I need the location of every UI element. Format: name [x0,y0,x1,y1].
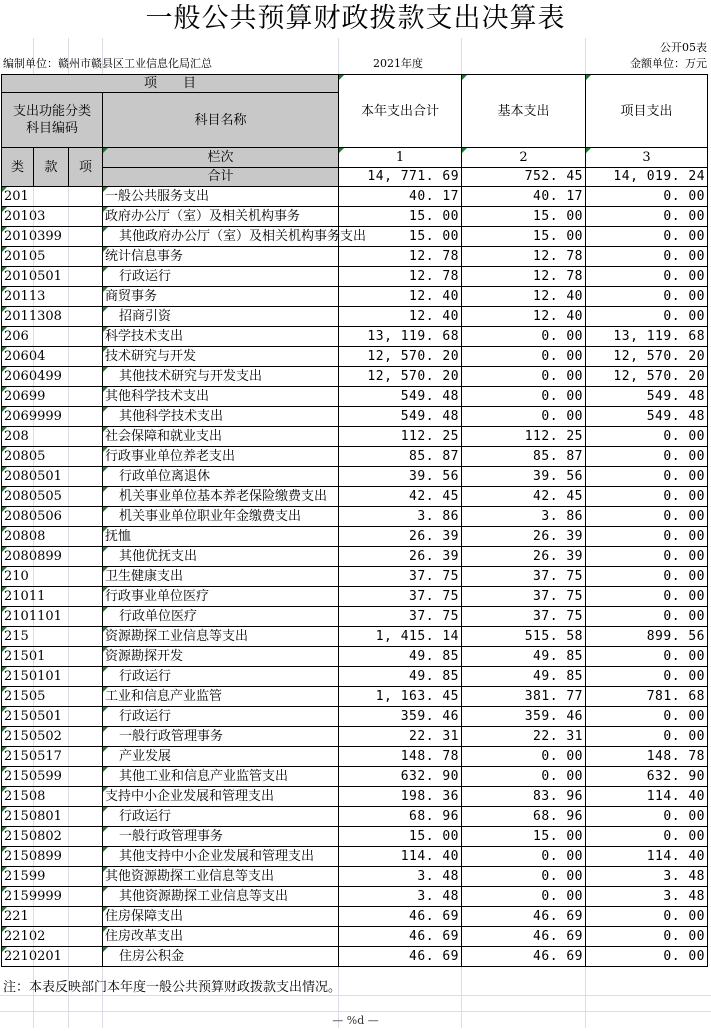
header-col-1: 1 [339,148,462,168]
table-row [2,607,708,627]
row-value-2: 85. 87 [462,447,586,467]
row-value-2: 3. 86 [462,507,586,527]
row-code: 2210201 [2,947,103,967]
table-row [2,667,708,687]
row-code: 2080501 [2,467,103,487]
row-value-3: 114. 40 [586,847,708,867]
table-row [2,787,708,807]
table-row [2,927,708,947]
row-value-3: 114. 40 [586,787,708,807]
table-row [2,527,708,547]
row-value-3: 0. 00 [586,827,708,847]
row-value-1: 26. 39 [339,527,462,547]
row-value-1: 632. 90 [339,767,462,787]
row-value-3: 0. 00 [586,927,708,947]
total-label: 合计 [103,167,339,187]
row-value-2: 39. 56 [462,467,586,487]
row-code: 21501 [2,647,103,667]
row-value-2: 22. 31 [462,727,586,747]
row-code: 21505 [2,687,103,707]
row-value-3: 0. 00 [586,487,708,507]
page-title: 一般公共预算财政拨款支出决算表 [145,3,566,34]
row-value-2: 12. 40 [462,287,586,307]
row-value-3: 549. 48 [586,387,708,407]
row-subject-name: 技术研究与开发 [103,347,339,367]
row-subject-name: 住房改革支出 [103,927,339,947]
table-row [2,487,708,507]
table-row [2,867,708,887]
row-value-3: 12, 570. 20 [586,347,708,367]
row-value-2: 0. 00 [462,367,586,387]
row-value-3: 0. 00 [586,267,708,287]
table-row [2,327,708,347]
row-value-3: 0. 00 [586,447,708,467]
row-subject-name: 住房公积金 [103,947,339,967]
row-code: 221 [2,907,103,927]
row-value-1: 148. 78 [339,747,462,767]
row-value-3: 0. 00 [586,247,708,267]
row-value-1: 37. 75 [339,587,462,607]
table-row [2,227,708,247]
row-value-1: 1, 415. 14 [339,627,462,647]
table-row [2,587,708,607]
row-subject-name: 一般行政管理事务 [103,827,339,847]
row-code: 2150502 [2,727,103,747]
row-subject-name: 统计信息事务 [103,247,339,267]
row-value-1: 85. 87 [339,447,462,467]
table-row [2,907,708,927]
row-value-2: 26. 39 [462,527,586,547]
row-subject-name: 其他科学技术支出 [103,387,339,407]
row-value-1: 15. 00 [339,227,462,247]
row-value-2: 40. 17 [462,187,586,207]
header-col-2: 2 [462,148,586,168]
row-code: 208 [2,427,103,447]
table-row [2,547,708,567]
row-code: 2150802 [2,827,103,847]
row-code: 21011 [2,587,103,607]
row-code: 215 [2,627,103,647]
header-code-group: 支出功能分类 科目编码 [2,93,103,148]
row-value-3: 0. 00 [586,187,708,207]
row-value-3: 632. 90 [586,767,708,787]
grid-line [0,995,711,996]
header-item: 项 目 [2,75,339,93]
row-subject-name: 其他优抚支出 [103,547,339,567]
row-value-1: 46. 69 [339,947,462,967]
table-row [2,807,708,827]
row-value-3: 0. 00 [586,567,708,587]
row-value-2: 49. 85 [462,647,586,667]
row-value-2: 46. 69 [462,927,586,947]
row-code: 2150599 [2,767,103,787]
row-value-1: 15. 00 [339,827,462,847]
row-value-1: 1, 163. 45 [339,687,462,707]
table-row [2,687,708,707]
row-value-1: 12. 78 [339,267,462,287]
row-value-3: 0. 00 [586,307,708,327]
row-value-1: 37. 75 [339,567,462,587]
row-value-2: 15. 00 [462,227,586,247]
row-value-3: 0. 00 [586,947,708,967]
table-note: 注：本表反映部门本年度一般公共预算财政拨款支出情况。 [3,980,342,995]
header-xiang: 项 [69,148,103,187]
row-value-2: 0. 00 [462,887,586,907]
row-value-3: 781. 68 [586,687,708,707]
table-row [2,707,708,727]
row-subject-name: 抚恤 [103,527,339,547]
table-row [2,727,708,747]
row-subject-name: 其他政府办公厅（室）及相关机构事务支出 [103,227,339,247]
table-row [2,767,708,787]
row-code: 20699 [2,387,103,407]
row-value-3: 0. 00 [586,527,708,547]
header-total: 本年支出合计 [339,75,462,148]
header-subject-name: 科目名称 [103,93,339,148]
row-value-1: 15. 00 [339,207,462,227]
table-row [2,287,708,307]
row-value-1: 112. 25 [339,427,462,447]
row-code: 21599 [2,867,103,887]
row-value-2: 46. 69 [462,907,586,927]
row-value-2: 15. 00 [462,207,586,227]
row-value-1: 3. 48 [339,867,462,887]
form-number: 公开05表 [660,41,707,54]
row-value-1: 39. 56 [339,467,462,487]
row-value-3: 3. 48 [586,887,708,907]
row-subject-name: 行政单位医疗 [103,607,339,627]
table-row [2,467,708,487]
row-subject-name: 工业和信息产业监管 [103,687,339,707]
row-code: 20805 [2,447,103,467]
header-project: 项目支出 [586,75,708,148]
row-code: 21508 [2,787,103,807]
table-row [2,627,708,647]
row-value-2: 112. 25 [462,427,586,447]
row-value-3: 0. 00 [586,547,708,567]
row-value-2: 42. 45 [462,487,586,507]
row-value-2: 49. 85 [462,667,586,687]
row-subject-name: 行政运行 [103,707,339,727]
row-code: 2080506 [2,507,103,527]
total-value-1: 14, 771. 69 [339,167,462,187]
row-value-1: 49. 85 [339,647,462,667]
fiscal-year: 2021年度 [373,57,423,70]
row-value-2: 46. 69 [462,947,586,967]
row-subject-name: 一般公共服务支出 [103,187,339,207]
row-value-2: 0. 00 [462,407,586,427]
row-subject-name: 其他支持中小企业发展和管理支出 [103,847,339,867]
table-row [2,247,708,267]
row-subject-name: 一般行政管理事务 [103,727,339,747]
row-code: 2150899 [2,847,103,867]
row-value-2: 12. 78 [462,267,586,287]
row-subject-name: 支持中小企业发展和管理支出 [103,787,339,807]
row-value-3: 899. 56 [586,627,708,647]
row-value-1: 3. 86 [339,507,462,527]
row-code: 2010501 [2,267,103,287]
row-value-1: 22. 31 [339,727,462,747]
row-value-1: 3. 48 [339,887,462,907]
row-subject-name: 行政事业单位养老支出 [103,447,339,467]
row-subject-name: 其他工业和信息产业监管支出 [103,767,339,787]
row-subject-name: 行政事业单位医疗 [103,587,339,607]
row-value-2: 12. 78 [462,247,586,267]
total-value-3: 14, 019. 24 [586,167,708,187]
header-lanci: 栏次 [103,148,339,168]
row-value-1: 549. 48 [339,407,462,427]
table-row [2,307,708,327]
total-value-2: 752. 45 [462,167,586,187]
row-value-1: 13, 119. 68 [339,327,462,347]
row-value-1: 12, 570. 20 [339,347,462,367]
row-value-2: 12. 40 [462,307,586,327]
table-row [2,367,708,387]
row-value-3: 0. 00 [586,907,708,927]
row-value-1: 42. 45 [339,487,462,507]
table-row [2,267,708,287]
table-row [2,207,708,227]
row-code: 2150501 [2,707,103,727]
row-value-1: 12. 40 [339,287,462,307]
table-row [2,747,708,767]
row-value-2: 68. 96 [462,807,586,827]
row-value-3: 0. 00 [586,467,708,487]
row-value-3: 0. 00 [586,607,708,627]
row-subject-name: 行政单位离退休 [103,467,339,487]
row-value-2: 381. 77 [462,687,586,707]
row-subject-name: 行政运行 [103,807,339,827]
row-value-1: 46. 69 [339,907,462,927]
row-value-1: 12. 78 [339,247,462,267]
row-code: 2011308 [2,307,103,327]
row-value-1: 68. 96 [339,807,462,827]
row-value-1: 549. 48 [339,387,462,407]
page-footer: — %d — [332,1014,379,1027]
table-row [2,947,708,967]
header-col-3: 3 [586,148,708,168]
row-code: 2080505 [2,487,103,507]
row-value-1: 198. 36 [339,787,462,807]
table-row [2,427,708,447]
row-code: 22102 [2,927,103,947]
row-value-2: 515. 58 [462,627,586,647]
row-value-1: 12, 570. 20 [339,367,462,387]
row-value-3: 0. 00 [586,507,708,527]
row-value-2: 37. 75 [462,587,586,607]
row-subject-name: 产业发展 [103,747,339,767]
table-row [2,347,708,367]
row-value-3: 0. 00 [586,227,708,247]
row-subject-name: 招商引资 [103,307,339,327]
row-value-1: 37. 75 [339,607,462,627]
row-code: 2159999 [2,887,103,907]
row-value-2: 0. 00 [462,347,586,367]
row-value-3: 148. 78 [586,747,708,767]
row-subject-name: 其他资源勘探工业信息等支出 [103,867,339,887]
row-value-1: 359. 46 [339,707,462,727]
row-value-2: 0. 00 [462,867,586,887]
row-code: 20113 [2,287,103,307]
row-subject-name: 科学技术支出 [103,327,339,347]
row-value-3: 0. 00 [586,807,708,827]
row-value-3: 0. 00 [586,287,708,307]
row-code: 2101101 [2,607,103,627]
row-value-3: 12, 570. 20 [586,367,708,387]
row-subject-name: 其他资源勘探工业信息等支出 [103,887,339,907]
amount-unit: 金额单位：万元 [630,57,707,70]
table-row [2,507,708,527]
row-code: 2150101 [2,667,103,687]
row-code: 20105 [2,247,103,267]
row-code: 2060499 [2,367,103,387]
header-basic: 基本支出 [462,75,586,148]
row-value-3: 0. 00 [586,427,708,447]
row-value-3: 3. 48 [586,867,708,887]
row-code: 2069999 [2,407,103,427]
row-code: 20103 [2,207,103,227]
table-row [2,447,708,467]
row-value-2: 37. 75 [462,607,586,627]
table-row [2,647,708,667]
expenditure-table [1,74,708,967]
row-code: 2080899 [2,547,103,567]
table-row [2,407,708,427]
row-value-3: 0. 00 [586,667,708,687]
row-value-3: 0. 00 [586,587,708,607]
row-value-1: 46. 69 [339,927,462,947]
table-row [2,827,708,847]
row-value-1: 114. 40 [339,847,462,867]
table-row [2,887,708,907]
row-subject-name: 政府办公厅（室）及相关机构事务 [103,207,339,227]
header-kuan: 款 [34,148,69,187]
row-subject-name: 其他科学技术支出 [103,407,339,427]
row-value-2: 83. 96 [462,787,586,807]
row-value-1: 12. 40 [339,307,462,327]
row-value-2: 0. 00 [462,847,586,867]
row-code: 201 [2,187,103,207]
row-subject-name: 资源勘探开发 [103,647,339,667]
row-value-3: 0. 00 [586,207,708,227]
row-code: 2150801 [2,807,103,827]
row-code: 2010399 [2,227,103,247]
row-value-2: 37. 75 [462,567,586,587]
row-subject-name: 社会保障和就业支出 [103,427,339,447]
row-value-2: 26. 39 [462,547,586,567]
row-value-1: 26. 39 [339,547,462,567]
row-value-2: 0. 00 [462,327,586,347]
row-code: 2150517 [2,747,103,767]
row-value-2: 0. 00 [462,747,586,767]
row-code: 210 [2,567,103,587]
table-row [2,187,708,207]
row-value-3: 0. 00 [586,647,708,667]
row-subject-name: 行政运行 [103,667,339,687]
row-value-3: 549. 48 [586,407,708,427]
header-lei: 类 [2,148,34,187]
grid-line [0,1011,711,1012]
row-value-3: 0. 00 [586,727,708,747]
row-subject-name: 其他技术研究与开发支出 [103,367,339,387]
row-value-1: 49. 85 [339,667,462,687]
compiling-unit: 编制单位：赣州市赣县区工业信息化局汇总 [3,57,212,70]
table-row [2,387,708,407]
row-code: 20604 [2,347,103,367]
row-value-1: 40. 17 [339,187,462,207]
row-code: 206 [2,327,103,347]
row-subject-name: 机关事业单位职业年金缴费支出 [103,507,339,527]
table-row [2,847,708,867]
row-value-3: 0. 00 [586,707,708,727]
row-subject-name: 商贸事务 [103,287,339,307]
row-value-2: 359. 46 [462,707,586,727]
row-value-2: 0. 00 [462,387,586,407]
row-value-3: 13, 119. 68 [586,327,708,347]
row-subject-name: 住房保障支出 [103,907,339,927]
row-subject-name: 资源勘探工业信息等支出 [103,627,339,647]
row-subject-name: 卫生健康支出 [103,567,339,587]
row-subject-name: 行政运行 [103,267,339,287]
table-row [2,567,708,587]
row-code: 20808 [2,527,103,547]
row-subject-name: 机关事业单位基本养老保险缴费支出 [103,487,339,507]
row-value-2: 15. 00 [462,827,586,847]
row-value-2: 0. 00 [462,767,586,787]
